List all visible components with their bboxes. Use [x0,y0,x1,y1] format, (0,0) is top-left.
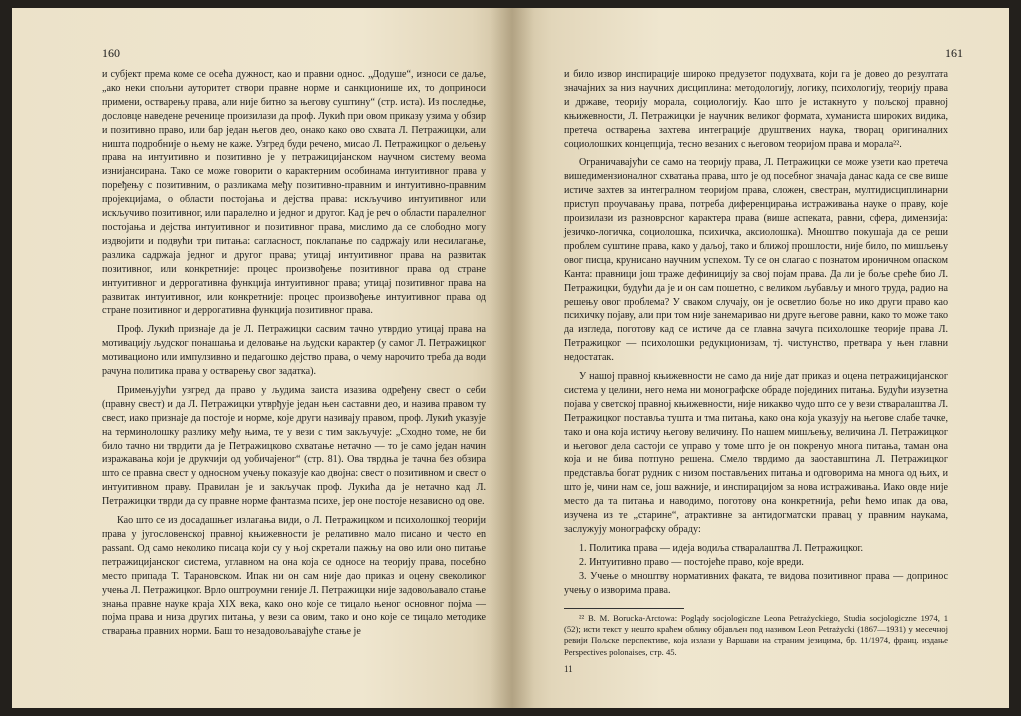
paragraph: Проф. Лукић признаје да је Л. Петражицки сасвим тачно утврдио утицај права на мотивацију људског понашања и деловање на људски карактер (у самог Л. Петражицког мотивационо или импулзивно и педагошко дејство права, о чему нарочито треба да води рачуна политика права у остварењу свог задатка). [102,324,486,378]
paragraph: У нашој правној књижевности не само да није дат приказ и оцена петражицијанског система у целини, него нема ни монографске обраде појединих питања. Будући изузетна појава у светској правној књижевности, није никакво чудо што се у вези стваралаштва Л. Петражицког поставља тушта и тма питања, како она која указују на његове слабе тачке, тако и она која истичу његову величину. По нашем мишљењу, величина Л. Петражицког и његовог дела састоји се управо у томе што је он покренуо многа питања, таман она која и не бива потпуно решена. Смело тврдимо да заоставштина Л. Петражицког представља богат рудник с низом постављених питања и одговорима на многа од њих, и што је, чини нам се, још важније, и инспирацијом за нова истраживања. Иако овде није место да та питања и наводимо, поготову она конкретнија, рећи ћемо ипак да ова, изучена из те „старине“, атрактивне за антидогматски правац у правним наукама, заслужују монографску обраду: [564,371,948,535]
paragraph: Примењујући узгред да право у људима заиста изазива одређену свест о себи (правну свест) и да Л. Петражицки утврђује један њен саставни део, и назива правом ту свест, иако признаје да постоје и норме, које други називају правом, проф. Лукић указује на терминолошку разлику међу њима, те у вези с тим закључује: „Сходно томе, не би било тачно ни тврдити да је Петражицково схватање нетачно — то је само један начин изражавања који је друкчији од уобичајеног“ (стр. 81). Ова тврдња је тачна без обзира што се правна свест у односном учењу показује као двојна: свест о позитивном и свест о интуитивном праву. Правилан је и закључак проф. Лукића да је нетачно кад Л. Петражицки тврди да су правне норме фантазма психе, јер оне постоје независно од ове. [102,384,486,508]
footnote: ²² В. М. Borucka-Arctowa: Poglądy socjologiczne Leona Petrażyckiego, Studia socjologiczne 1974, 1 (52); исти текст у нешто краћем облику објављен под називом Leon Petrażycki (1867—1931) у месечној ревији Пољске перспективе, која излази у Варшави на страним језицима, бр. 11/1974, франц. издање Perspectives polonaises, стр. 45. [564,612,948,657]
right-page-text [564,68,948,677]
list-item: 2. Интуитивно право — постојеће право, које вреди. [579,556,804,568]
numbered-list [564,542,948,598]
gutter-shadow [512,8,534,708]
paragraph: Ограничавајући се само на теорију права, Л. Петражицки се може узети као претеча вишедимензионалног схватања права, што је од посебног значаја данас када се све више истиче захтев за интегралном теоријом права, сложен, свестран, мултидисциплинарни приступ проучавању права, потреба диференцирања истраживања науке о праву, које произилази из разноврсног карактера права (више аспеката, равни, сфера, димензија: језичко-логичка, социолошка, психичка, аксиолошка). Мноштво покушаја да се реши проблем суштине права, како у даљој, тако и ближој прошлости, није било, по мишљењу овог писца, крунисано научним успехом. Ту се он слагао с познатом ироничном опаском Канта: правници још траже дефиницију за свој појам права. Да ли је боље среће био Л. Петражицки, будући да је и он сам пошетно, с великом љубављу и много труда, радио на решењу овог проблема? У сваком случају, он је осветлио боље но ико други право као психичку појаву, али при том није занемаривао ни друге његове равни, како то може тако да изгледа, поготову кад се истиче да се главна зачуга психолошке теорије права Л. Петражицког — психолошки редукционизам, тј. чистунство, претвара у њен главни недостатак. [564,157,948,364]
left-page-text [102,68,486,644]
footnote-divider [564,608,684,609]
left-page-number: 160 [102,46,120,60]
left-page [12,8,512,708]
list-item: 3. Учење о мноштву нормативних факата, те видова позитивног права — допринос учењу о изворима права. [564,570,948,596]
book-spread [12,8,1009,708]
list-item: 1. Политика права — идеја водиља стваралаштва Л. Петражицког. [579,542,864,554]
gutter-shadow [490,8,512,708]
paragraph: и било извор инспирације широко предузетог подухвата, који га је довео до резултата значајних за низ научних дисциплина: методологију, логику, психологију, теорију права и државе, теорију морала, социологију. Као што је истакнуто у пољској правној књижевности, Л. Петражицки је научник великог формата, хуманиста широких видика, претеча остварења захтева интеграције друштвених наука, творац оригиналних социолошких концепција, тесно везаних с његовом теоријом права и морала²². [564,69,948,150]
paragraph: и субјект према коме се осећа дужност, као и правни однос. „Додуше“, износи се даље, „ако неки спољни ауторитет створи правне норме и санкционише их, то доприноси примени, остварењу права, али није битно за његову суштину“ (стр. иста). Из последње, дословце наведене реченице произилази да проф. Лукић при овом приказу узима у обзир и позитивно право, или бар један његов део, онако како ово схвата Л. Петражицки, али ништа подробније о њему не каже. Узгред буди речено, мисао Л. Петражицког о дељењу права на интуитивно и позитивно је у петражицијанском научном систему веома изнијансирана. Тако се може говорити о карактерним особинама интуитивног права у поређењу с позитивним, о разликама међу позитивно-правним и интуитивно-правним пројекцијама, о области постојања и дејства права: искључиво интуитивног или искључиво позитивног, или паралелно и једног и другог. Кад је реч о области паралелног постојања и дејства интуитивног и позитивног права, мислимо да се слободно могу издвојити и подвући три питања: сагласност, поклапање по садржају или несилагање, разлика садржаја једног и другог права; утицај интуитивног права на развитак позитивног, или конкретније: процес произвођење позитивног права од стране интуитивног и деррогативна функција интуитивног права; утицај позитивног права на развитак интуитивног, или конкретније: процес произвођење интуитивног права од стране позитивног и деррогативна функција позитивног права. [102,69,486,317]
paragraph: Као што се из досадашњег излагања види, о Л. Петражицком и психолошкој теорији права у југословенској правној књижевности је релативно мало писано и често en passant. Од само неколико писаца који су у њој скретали пажњу на ово или оно питање петражицијанског система, углавном на она која се односе на теорију права, посебно место припада Т. Тарановском. Ипак ни он сам није дао приказ и оцену свеколиког учења Л. Петражицког. Врло оштроумни геније Л. Петражицки није задовољавало стање знања правне науке краја XIX века, како оно које се тицало њеног основног појма — појма права и низа других питања, у вези са овим, тако и оно које се тицало методике стварања правних норми. Баш то незадовољавајуће стање је [102,515,486,638]
printer-signature: 11 [564,664,573,675]
right-page [512,8,1009,708]
right-page-number: 161 [945,46,963,60]
